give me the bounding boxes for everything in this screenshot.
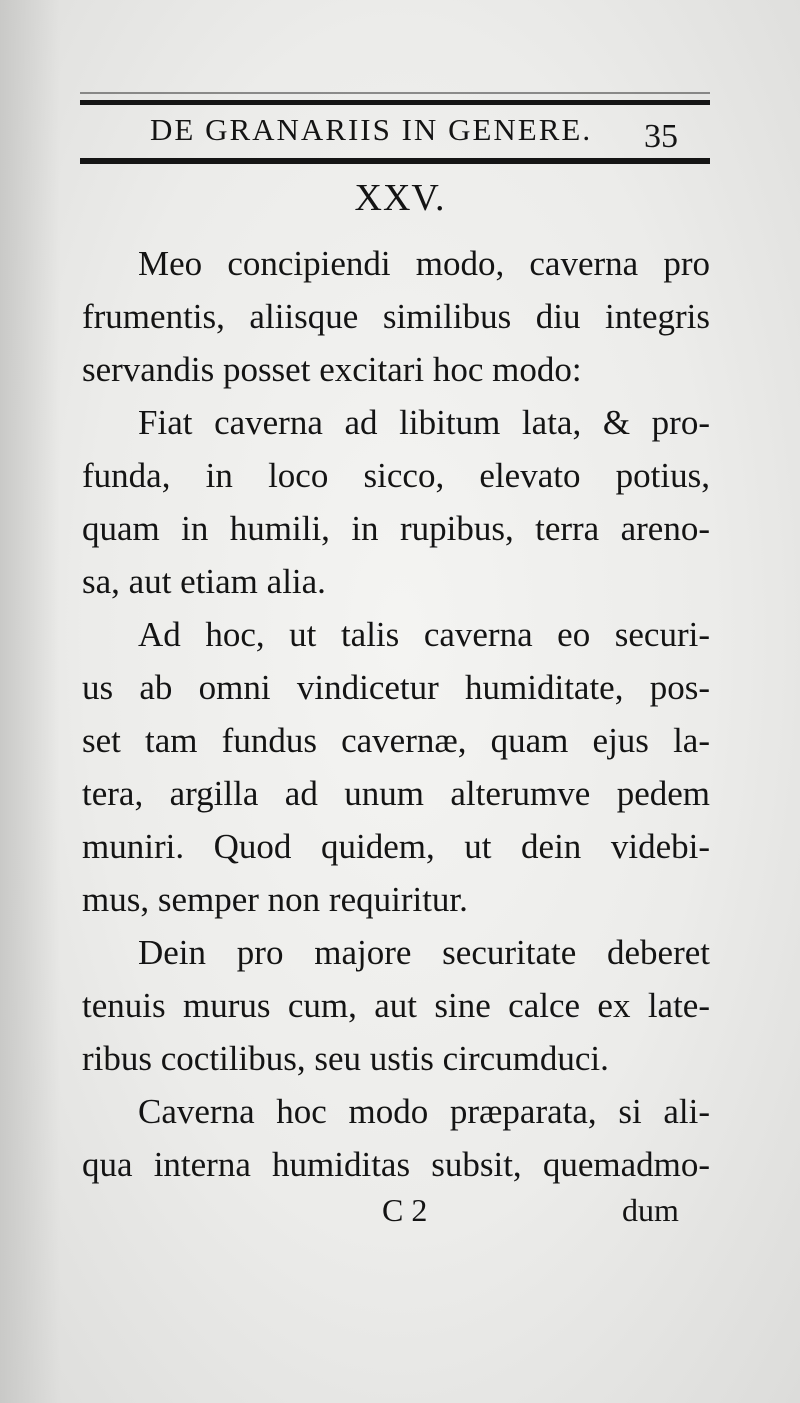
text-line: Meo concipiendi modo, caverna pro bbox=[138, 244, 710, 283]
text-line: Ad hoc, ut talis caverna eo securi- bbox=[138, 615, 710, 654]
header-rule-top bbox=[80, 100, 710, 105]
text-line: funda, in loco sicco, elevato potius, bbox=[82, 456, 710, 495]
text-line: tera, argilla ad unum alterumve pedem bbox=[82, 774, 710, 813]
text-line: Fiat caverna ad libitum lata, & pro- bbox=[138, 403, 710, 442]
text-line: sa, aut etiam alia. bbox=[82, 562, 326, 601]
page-number: 35 bbox=[644, 118, 678, 155]
text-line: muniri. Quod quidem, ut dein videbi- bbox=[82, 827, 710, 866]
catchword: dum bbox=[622, 1192, 679, 1228]
header-rule-bottom bbox=[80, 158, 710, 164]
text-line: frumentis, aliisque similibus diu integris bbox=[82, 297, 710, 336]
text-line: servandis posset excitari hoc modo: bbox=[82, 350, 582, 389]
text-line: quam in humili, in rupibus, terra areno- bbox=[82, 509, 710, 548]
text-line: qua interna humiditas subsit, quemadmo- bbox=[82, 1145, 710, 1184]
text-line: set tam fundus cavernæ, quam ejus la- bbox=[82, 721, 710, 760]
header-rule-faint bbox=[80, 92, 710, 94]
text-line: Dein pro majore securitate deberet bbox=[138, 933, 710, 972]
text-line: us ab omni vindicetur humiditate, pos- bbox=[82, 668, 710, 707]
text-line: mus, semper non requiritur. bbox=[82, 880, 468, 919]
signature-mark: C 2 bbox=[382, 1192, 428, 1228]
text-line: Caverna hoc modo præparata, si ali- bbox=[138, 1092, 710, 1131]
text-line: ribus coctilibus, seu ustis circumduci. bbox=[82, 1039, 609, 1078]
text-line: tenuis murus cum, aut sine calce ex late- bbox=[82, 986, 710, 1025]
running-head: DE GRANARIIS IN GENERE. bbox=[150, 112, 593, 147]
section-heading: XXV. bbox=[354, 177, 446, 219]
